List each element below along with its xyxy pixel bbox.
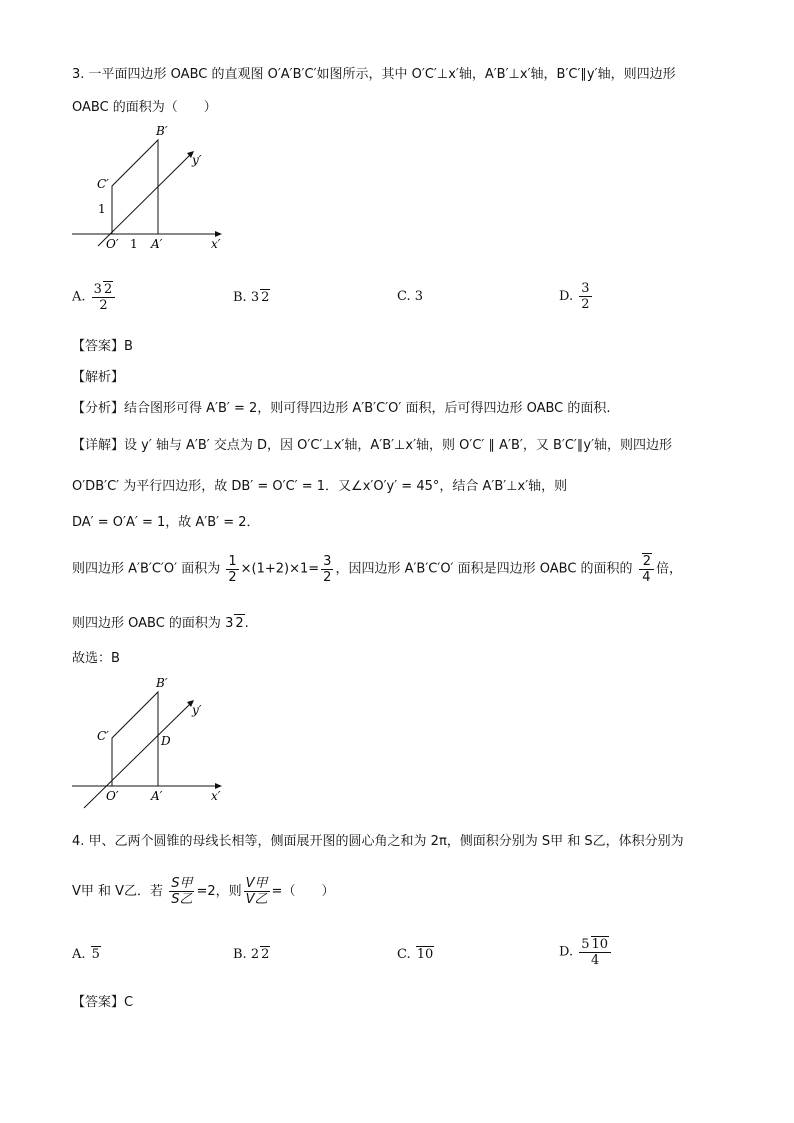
radicand: 2 — [261, 947, 270, 962]
fraction-s-ratio — [169, 876, 194, 907]
text: 则四边形 OABC 的面积为 — [72, 616, 221, 631]
radicand: 2 — [642, 554, 651, 569]
label-y: y′ — [192, 153, 202, 167]
answer-tag: 【答案】 — [72, 339, 125, 354]
numerator: 3 — [93, 282, 102, 297]
radicand: 2 — [103, 282, 113, 297]
text: . — [244, 616, 249, 631]
q4-option-b — [233, 946, 270, 962]
q3-option-d — [559, 281, 594, 312]
q4-stem-line2 — [72, 876, 334, 908]
q3-option-a — [72, 281, 117, 313]
quadrilateral — [112, 692, 158, 786]
label-D: D — [161, 734, 171, 748]
option-letter: C. — [397, 947, 411, 962]
q3-option-c — [397, 289, 423, 304]
text: 则四边形 A′B′C′O′ 面积为 — [72, 561, 221, 577]
radicand: 2 — [235, 616, 244, 631]
answer-tag: 【答案】 — [72, 995, 125, 1010]
option-letter: A. — [72, 289, 86, 305]
q3-analysis-tag: 【解析】 — [72, 370, 125, 385]
option-letter: B. — [233, 290, 247, 305]
label-O: O′ — [106, 237, 119, 251]
label-y: y′ — [192, 703, 202, 717]
q3-fenxi: 【分析】结合图形可得 A′B′ = 2，则可得四边形 A′B′C′O′ 面积，后可得四边形 OABC 的面积. — [72, 401, 611, 416]
label-B: B′ — [156, 676, 168, 690]
option-value: 3 — [414, 289, 424, 304]
quadrilateral — [112, 140, 158, 234]
text: V甲 和 V乙．若 — [72, 884, 164, 899]
text: ×(1+2)×1= — [240, 561, 320, 577]
coefficient: 3 — [250, 290, 260, 305]
label-x: x′ — [211, 789, 221, 803]
option-letter: D. — [559, 289, 574, 304]
radicand: 2 — [261, 290, 270, 305]
denominator: S乙 — [171, 892, 193, 907]
q3-option-b — [233, 289, 270, 305]
label-C: C′ — [97, 177, 109, 191]
option-letter: A. — [72, 947, 86, 962]
option-letter: C. — [397, 289, 411, 304]
text: =（ ） — [271, 884, 335, 899]
label-C: C′ — [97, 729, 109, 743]
fraction — [579, 281, 591, 312]
q4-option-a — [72, 946, 101, 962]
text: 倍， — [655, 561, 682, 577]
fraction-root2-over-4 — [639, 553, 654, 585]
label-A: A′ — [151, 789, 163, 803]
q3-detail-line3: DA′ = O′A′ = 1，故 A′B′ = 2． — [72, 515, 260, 530]
label-B: B′ — [156, 124, 168, 138]
q4-option-d — [559, 936, 613, 968]
label-x: x′ — [211, 237, 221, 251]
denominator: 2 — [228, 569, 237, 585]
radicand: 5 — [91, 947, 100, 962]
answer-value: C — [124, 995, 134, 1010]
answer-value: B — [124, 339, 133, 354]
coefficient: 2 — [250, 947, 260, 962]
coefficient: 3 — [225, 616, 234, 631]
numerator: 1 — [228, 553, 237, 569]
fraction-v-ratio — [244, 876, 270, 907]
q3-figure-2 — [70, 674, 230, 814]
q4-stem-line1: 4. 甲、乙两个圆锥的母线长相等，侧面展开图的圆心角之和为 2π，侧面积分别为 S甲 和 S乙，体积分别为 — [72, 834, 684, 849]
q4-answer — [72, 994, 133, 1012]
denominator: 2 — [99, 298, 108, 313]
denominator: 4 — [591, 953, 600, 968]
option-letter: B. — [233, 947, 247, 962]
denominator: 2 — [323, 569, 332, 585]
label-A: A′ — [151, 237, 163, 251]
label-one-horizontal: 1 — [130, 237, 138, 251]
denominator: 4 — [642, 570, 651, 585]
radicand: 10 — [591, 937, 609, 952]
q4-option-c — [397, 946, 434, 962]
option-letter: D. — [559, 944, 574, 960]
text: ，因四边形 A′B′C′O′ 面积是四边形 OABC 的面积的 — [335, 561, 633, 577]
fraction — [579, 936, 611, 968]
label-one-vertical: 1 — [98, 202, 106, 216]
q3-answer — [72, 338, 133, 356]
fraction-half — [226, 554, 238, 585]
q3-detail-line1: 【详解】设 y′ 轴与 A′B′ 交点为 D，因 O′C′⊥x′轴，A′B′⊥x′轴，则 O′C′ ∥ A′B′，又 B′C′∥y′轴，则四边形 — [72, 438, 673, 453]
numerator: 3 — [323, 553, 332, 569]
text: =2，则 — [196, 884, 242, 899]
coefficient: 5 — [581, 937, 590, 952]
numerator: 3 — [581, 281, 590, 296]
radicand: 10 — [416, 947, 434, 962]
q3-figure-1 — [70, 122, 230, 252]
q3-choose: 故选：B — [72, 651, 120, 666]
label-O: O′ — [106, 789, 119, 803]
q3-stem-line2: OABC 的面积为（ ） — [72, 100, 217, 115]
y-axis — [84, 704, 190, 808]
q3-detail-line4 — [72, 553, 682, 585]
q3-detail-line2: O′DB′C′ 为平行四边形，故 DB′ = O′C′ = 1．又∠x′O′y′ = 45°，结合 A′B′⊥x′轴，则 — [72, 479, 568, 494]
q3-detail-line5 — [72, 614, 249, 633]
numerator: V甲 — [245, 876, 268, 891]
denominator: 2 — [581, 297, 590, 312]
numerator: S甲 — [171, 876, 193, 891]
q3-stem-line1: 3. 一平面四边形 OABC 的直观图 O′A′B′C′如图所示，其中 O′C′⊥x′轴，A′B′⊥x′轴，B′C′∥y′轴，则四边形 — [72, 67, 676, 82]
fraction-three-halves — [321, 554, 333, 585]
denominator: V乙 — [245, 892, 268, 907]
fraction — [92, 281, 116, 313]
